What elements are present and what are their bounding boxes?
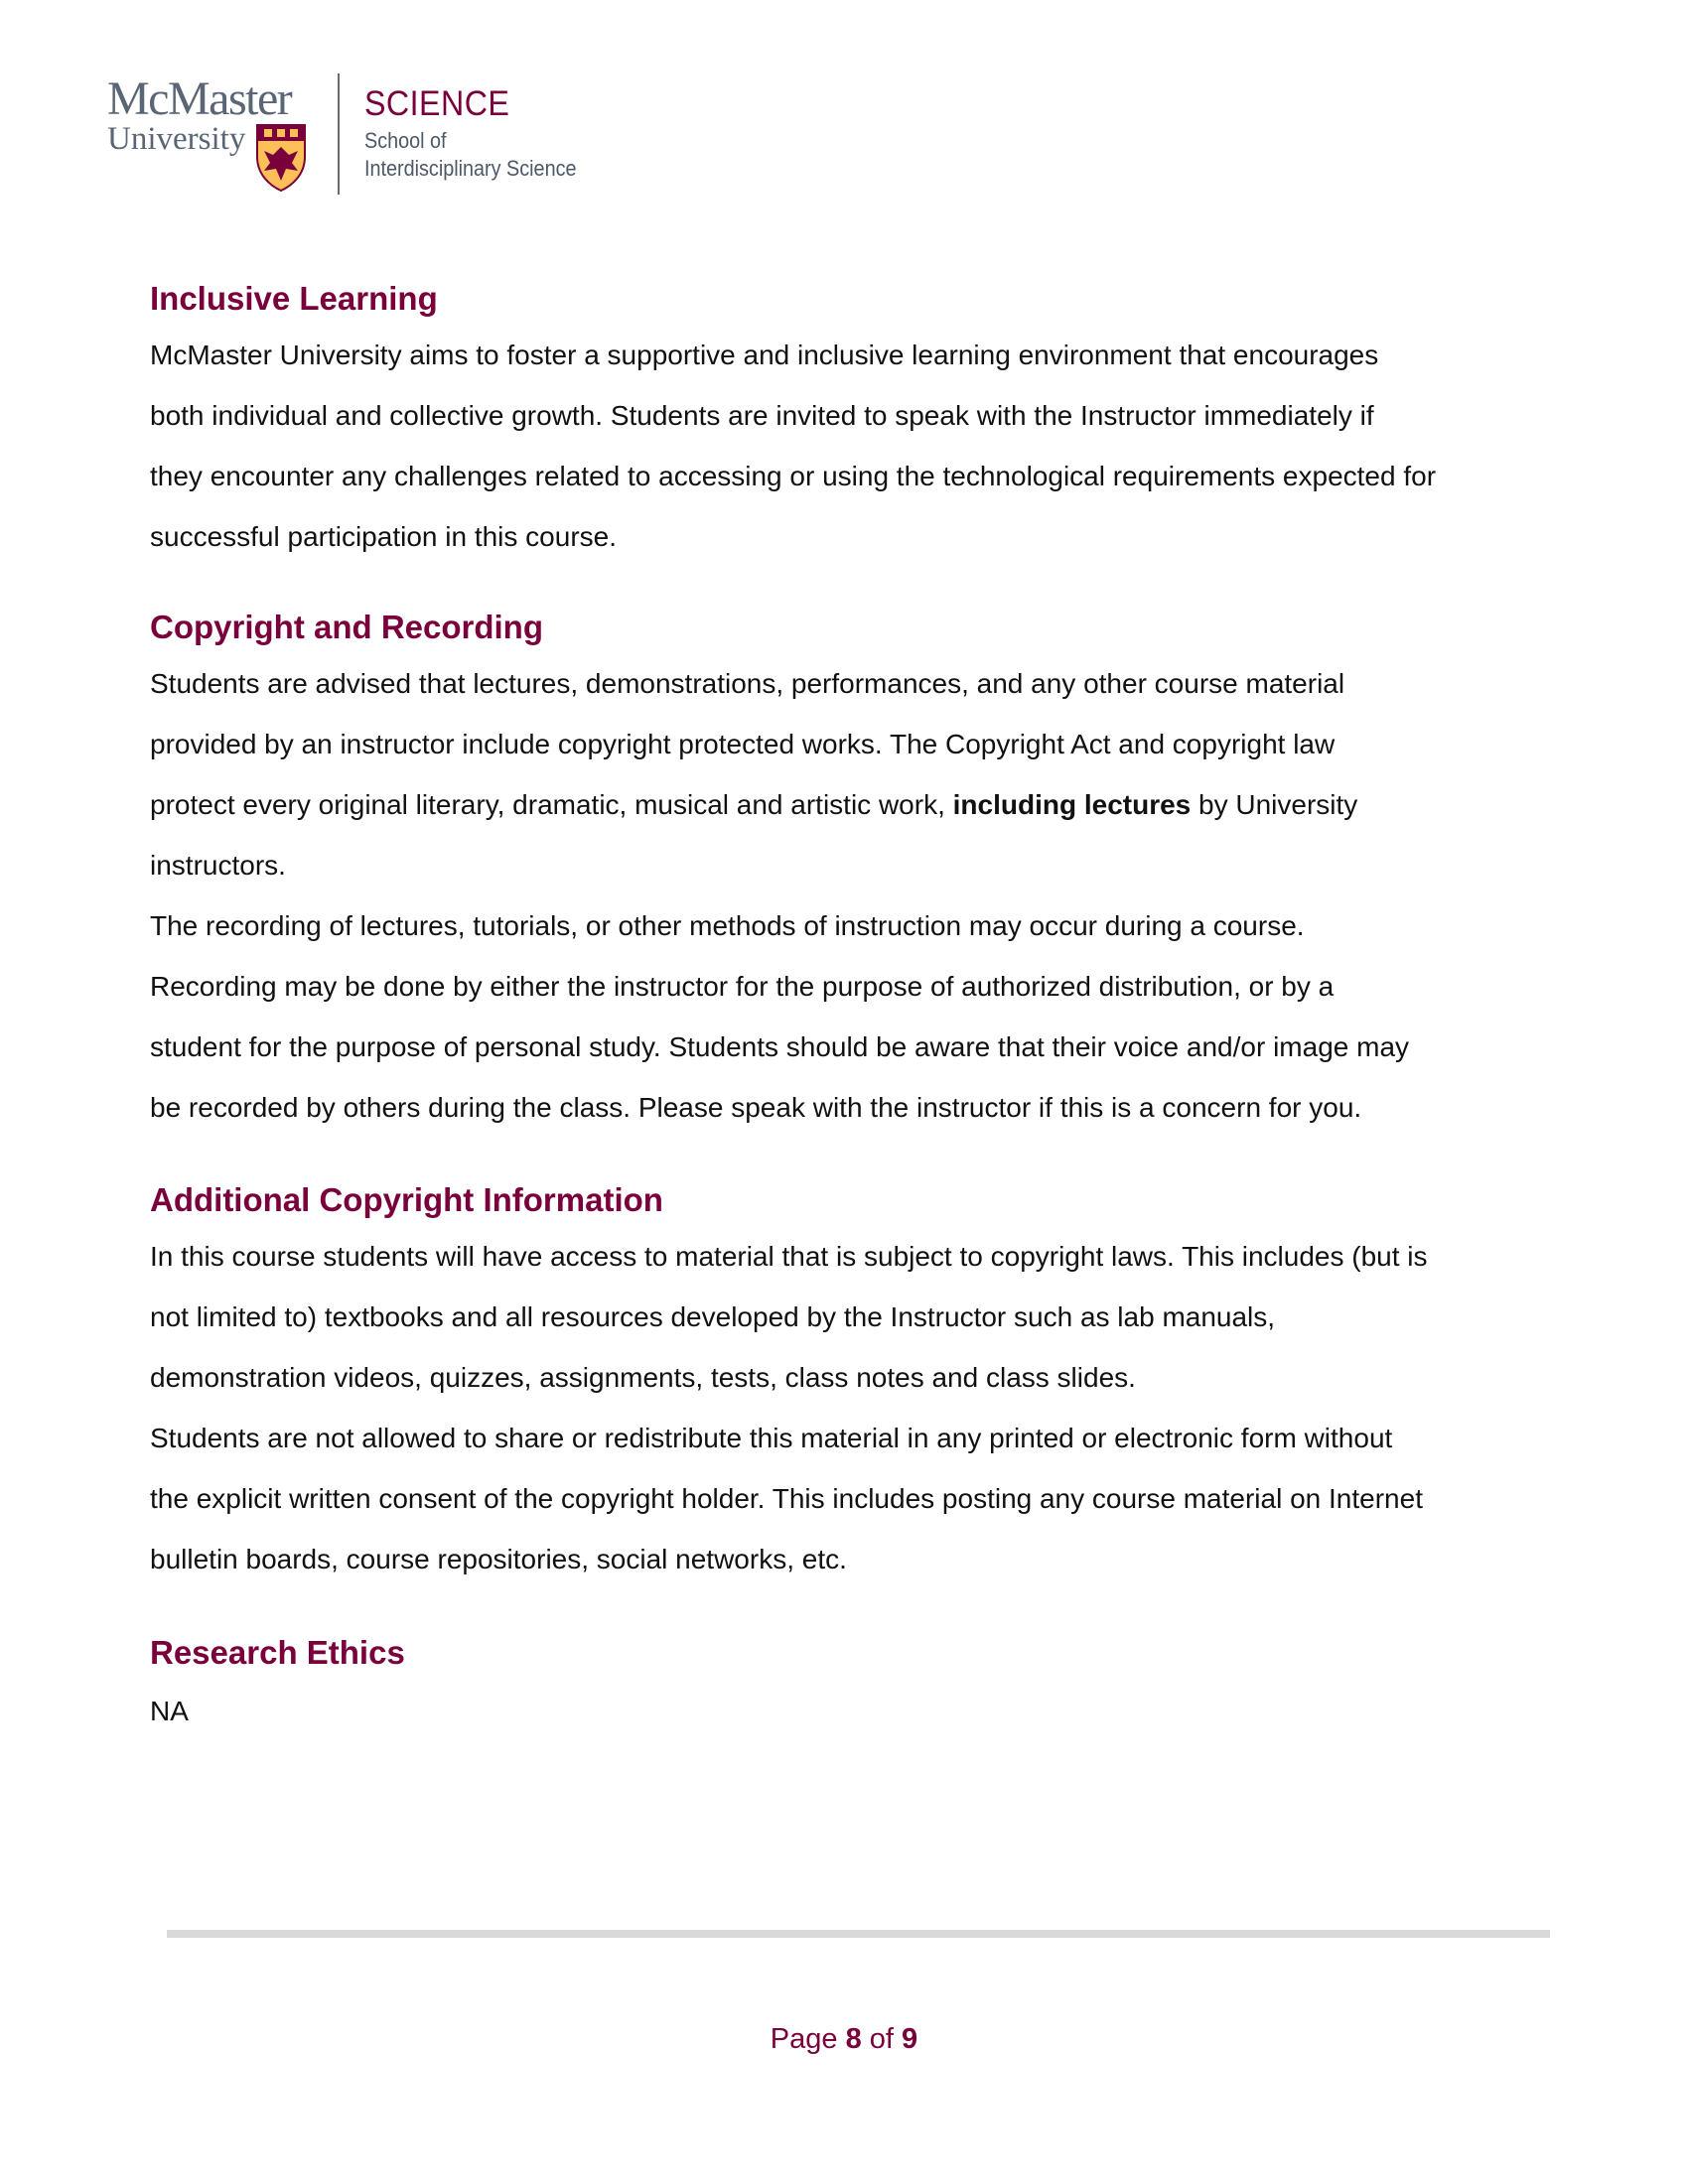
section-heading: Inclusive Learning: [150, 280, 438, 317]
page-total: 9: [902, 2023, 918, 2055]
page-number: [0, 2023, 1688, 2056]
paragraph-line: both individual and collective growth. Students are invited to speak with the Instructor immediately if: [150, 400, 1374, 431]
bold-text: including lectures: [952, 789, 1192, 820]
paragraph-line: McMaster University aims to foster a supportive and inclusive learning environment that encourages: [150, 340, 1379, 370]
paragraph-line: [150, 774, 1580, 835]
section-copyright-recording: [150, 605, 1580, 1138]
paragraph-line: Recording may be done by either the instructor for the purpose of authorized distribution, or by a: [150, 971, 1335, 1002]
section-heading: Additional Copyright Information: [150, 1181, 663, 1218]
section-heading: Copyright and Recording: [150, 609, 543, 645]
text-span: by University: [1191, 789, 1358, 820]
school-line-1: School of: [364, 128, 447, 153]
section-research-ethics: [150, 1630, 1580, 1731]
paragraph-line: successful participation in this course.: [150, 521, 617, 552]
footer-divider: [167, 1930, 1550, 1938]
logo-university-text: University: [107, 121, 246, 157]
paragraph-line: NA: [150, 1696, 189, 1726]
school-line-2: Interdisciplinary Science: [364, 156, 577, 181]
paragraph-line: In this course students will have access to material that is subject to copyright laws. This includes (but is: [150, 1241, 1428, 1272]
paragraph-line: instructors.: [150, 850, 286, 881]
paragraph-line: bulletin boards, course repositories, social networks, etc.: [150, 1544, 847, 1574]
paragraph-line: provided by an instructor include copyright protected works. The Copyright Act and copyright law: [150, 729, 1336, 759]
section-inclusive-learning: [150, 276, 1580, 567]
faculty-title: SCIENCE: [364, 84, 510, 123]
paragraph-line: the explicit written consent of the copyright holder. This includes posting any course material on Internet: [150, 1483, 1423, 1514]
paragraph-line: they encounter any challenges related to accessing or using the technological requirements expected for: [150, 461, 1437, 491]
page-header: [107, 73, 663, 195]
mcmaster-crest-icon: [254, 123, 308, 193]
paragraph-line: demonstration videos, quizzes, assignments, tests, class notes and class slides.: [150, 1362, 1136, 1393]
paragraph-line: The recording of lectures, tutorials, or other methods of instruction may occur during a course.: [150, 910, 1305, 941]
paragraph-line: Students are advised that lectures, demonstrations, performances, and any other course material: [150, 668, 1345, 699]
section-heading: Research Ethics: [150, 1634, 405, 1671]
page-of: of: [861, 2023, 903, 2055]
text-span: protect every original literary, dramatic, musical and artistic work,: [150, 789, 953, 820]
paragraph-line: not limited to) textbooks and all resources developed by the Instructor such as lab manuals,: [150, 1301, 1276, 1332]
paragraph-line: be recorded by others during the class. Please speak with the instructor if this is a concern for you.: [150, 1092, 1362, 1123]
page-prefix: Page: [770, 2023, 846, 2055]
page-current: 8: [845, 2023, 862, 2055]
paragraph-line: student for the purpose of personal study. Students should be aware that their voice and/or image may: [150, 1031, 1410, 1062]
section-additional-copyright: [150, 1177, 1580, 1589]
paragraph-line: Students are not allowed to share or redistribute this material in any printed or electronic form without: [150, 1423, 1393, 1453]
header-divider: [338, 73, 340, 195]
logo-mcmaster-text: McMaster: [107, 72, 292, 125]
